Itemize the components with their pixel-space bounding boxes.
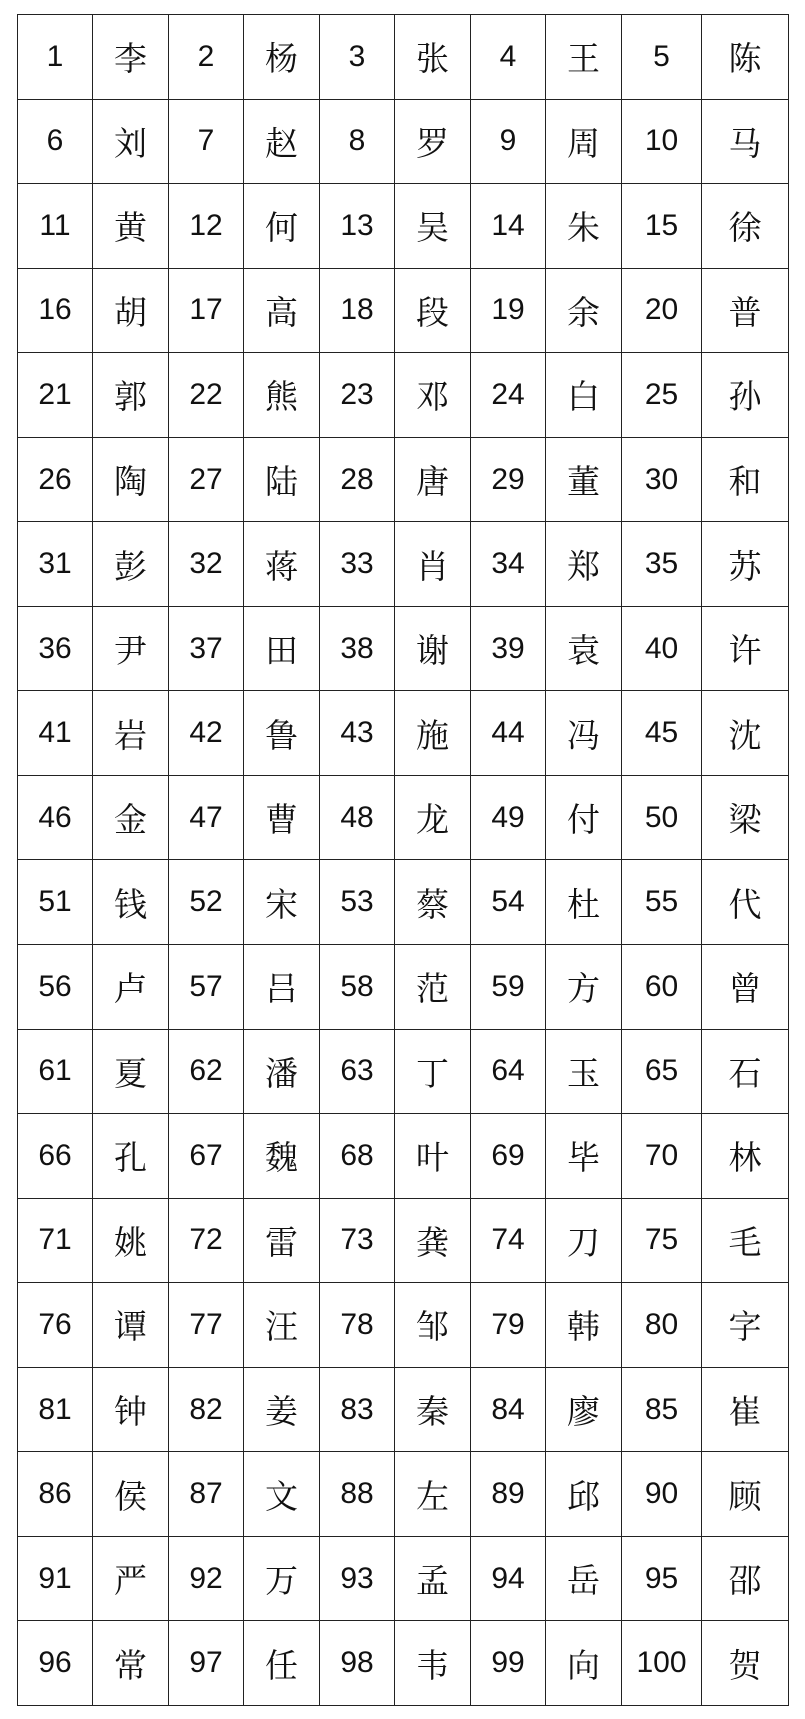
surname-cell: 韩 <box>546 1283 622 1368</box>
rank-number-cell: 97 <box>169 1621 244 1706</box>
surname-cell: 玉 <box>546 1029 622 1114</box>
rank-number-cell: 72 <box>169 1198 244 1283</box>
surname-cell: 常 <box>93 1621 169 1706</box>
rank-number-cell: 5 <box>622 15 702 100</box>
rank-number-cell: 37 <box>169 606 244 691</box>
surname-cell: 邱 <box>546 1452 622 1537</box>
rank-number-cell: 92 <box>169 1536 244 1621</box>
table-row <box>18 1621 789 1706</box>
rank-number-cell: 78 <box>320 1283 395 1368</box>
rank-number-cell: 51 <box>18 860 93 945</box>
rank-number-cell: 48 <box>320 775 395 860</box>
rank-number-cell: 29 <box>471 437 546 522</box>
surname-cell: 尹 <box>93 606 169 691</box>
surname-cell: 田 <box>244 606 320 691</box>
surname-cell: 龚 <box>395 1198 471 1283</box>
rank-number-cell: 40 <box>622 606 702 691</box>
surname-cell: 魏 <box>244 1114 320 1199</box>
surname-cell: 刀 <box>546 1198 622 1283</box>
table-row <box>18 691 789 776</box>
surname-cell: 冯 <box>546 691 622 776</box>
rank-number-cell: 99 <box>471 1621 546 1706</box>
surname-cell: 万 <box>244 1536 320 1621</box>
surname-cell: 余 <box>546 268 622 353</box>
surname-cell: 马 <box>702 99 789 184</box>
surname-cell: 曾 <box>702 945 789 1030</box>
rank-number-cell: 3 <box>320 15 395 100</box>
surname-cell: 钱 <box>93 860 169 945</box>
surname-cell: 吕 <box>244 945 320 1030</box>
rank-number-cell: 62 <box>169 1029 244 1114</box>
rank-number-cell: 63 <box>320 1029 395 1114</box>
surname-cell: 廖 <box>546 1367 622 1452</box>
surname-cell: 孔 <box>93 1114 169 1199</box>
table-row <box>18 1452 789 1537</box>
surname-cell: 范 <box>395 945 471 1030</box>
rank-number-cell: 98 <box>320 1621 395 1706</box>
surname-cell: 邹 <box>395 1283 471 1368</box>
rank-number-cell: 25 <box>622 353 702 438</box>
surname-ranking-sheet <box>17 14 788 1706</box>
rank-number-cell: 39 <box>471 606 546 691</box>
table-row <box>18 945 789 1030</box>
table-row <box>18 15 789 100</box>
table-row <box>18 606 789 691</box>
surname-cell: 郑 <box>546 522 622 607</box>
rank-number-cell: 1 <box>18 15 93 100</box>
rank-number-cell: 45 <box>622 691 702 776</box>
surname-cell: 段 <box>395 268 471 353</box>
surname-cell: 杨 <box>244 15 320 100</box>
surname-cell: 方 <box>546 945 622 1030</box>
surname-cell: 雷 <box>244 1198 320 1283</box>
surname-cell: 谢 <box>395 606 471 691</box>
rank-number-cell: 30 <box>622 437 702 522</box>
table-body <box>18 15 789 1706</box>
rank-number-cell: 58 <box>320 945 395 1030</box>
surname-cell: 和 <box>702 437 789 522</box>
rank-number-cell: 42 <box>169 691 244 776</box>
table-row <box>18 99 789 184</box>
surname-cell: 赵 <box>244 99 320 184</box>
rank-number-cell: 41 <box>18 691 93 776</box>
surname-cell: 吴 <box>395 184 471 269</box>
rank-number-cell: 26 <box>18 437 93 522</box>
surname-cell: 周 <box>546 99 622 184</box>
rank-number-cell: 27 <box>169 437 244 522</box>
surname-cell: 岩 <box>93 691 169 776</box>
surname-cell: 任 <box>244 1621 320 1706</box>
rank-number-cell: 96 <box>18 1621 93 1706</box>
rank-number-cell: 60 <box>622 945 702 1030</box>
surname-cell: 彭 <box>93 522 169 607</box>
surname-cell: 毛 <box>702 1198 789 1283</box>
rank-number-cell: 81 <box>18 1367 93 1452</box>
rank-number-cell: 89 <box>471 1452 546 1537</box>
surname-cell: 邵 <box>702 1536 789 1621</box>
rank-number-cell: 69 <box>471 1114 546 1199</box>
rank-number-cell: 21 <box>18 353 93 438</box>
surname-cell: 唐 <box>395 437 471 522</box>
rank-number-cell: 43 <box>320 691 395 776</box>
surname-cell: 陆 <box>244 437 320 522</box>
rank-number-cell: 16 <box>18 268 93 353</box>
surname-cell: 张 <box>395 15 471 100</box>
rank-number-cell: 36 <box>18 606 93 691</box>
rank-number-cell: 94 <box>471 1536 546 1621</box>
surname-cell: 肖 <box>395 522 471 607</box>
rank-number-cell: 65 <box>622 1029 702 1114</box>
surname-cell: 陶 <box>93 437 169 522</box>
surname-cell: 岳 <box>546 1536 622 1621</box>
rank-number-cell: 44 <box>471 691 546 776</box>
table-row <box>18 353 789 438</box>
rank-number-cell: 93 <box>320 1536 395 1621</box>
table-row <box>18 860 789 945</box>
rank-number-cell: 57 <box>169 945 244 1030</box>
surname-cell: 左 <box>395 1452 471 1537</box>
rank-number-cell: 85 <box>622 1367 702 1452</box>
table-row <box>18 522 789 607</box>
rank-number-cell: 77 <box>169 1283 244 1368</box>
rank-number-cell: 80 <box>622 1283 702 1368</box>
rank-number-cell: 86 <box>18 1452 93 1537</box>
table-row <box>18 268 789 353</box>
surname-cell: 沈 <box>702 691 789 776</box>
surname-cell: 施 <box>395 691 471 776</box>
rank-number-cell: 28 <box>320 437 395 522</box>
surname-cell: 丁 <box>395 1029 471 1114</box>
table-row <box>18 1536 789 1621</box>
surname-cell: 严 <box>93 1536 169 1621</box>
rank-number-cell: 87 <box>169 1452 244 1537</box>
surname-cell: 韦 <box>395 1621 471 1706</box>
surname-cell: 曹 <box>244 775 320 860</box>
surname-cell: 许 <box>702 606 789 691</box>
surname-cell: 石 <box>702 1029 789 1114</box>
surname-cell: 苏 <box>702 522 789 607</box>
rank-number-cell: 33 <box>320 522 395 607</box>
surname-cell: 侯 <box>93 1452 169 1537</box>
surname-cell: 毕 <box>546 1114 622 1199</box>
surname-cell: 贺 <box>702 1621 789 1706</box>
rank-number-cell: 64 <box>471 1029 546 1114</box>
surname-cell: 蒋 <box>244 522 320 607</box>
surname-cell: 何 <box>244 184 320 269</box>
rank-number-cell: 22 <box>169 353 244 438</box>
rank-number-cell: 83 <box>320 1367 395 1452</box>
rank-number-cell: 15 <box>622 184 702 269</box>
rank-number-cell: 31 <box>18 522 93 607</box>
rank-number-cell: 8 <box>320 99 395 184</box>
rank-number-cell: 74 <box>471 1198 546 1283</box>
rank-number-cell: 53 <box>320 860 395 945</box>
table-row <box>18 1029 789 1114</box>
rank-number-cell: 24 <box>471 353 546 438</box>
rank-number-cell: 35 <box>622 522 702 607</box>
surname-cell: 林 <box>702 1114 789 1199</box>
rank-number-cell: 23 <box>320 353 395 438</box>
surname-cell: 王 <box>546 15 622 100</box>
rank-number-cell: 4 <box>471 15 546 100</box>
surname-cell: 杜 <box>546 860 622 945</box>
surname-cell: 顾 <box>702 1452 789 1537</box>
surname-cell: 宋 <box>244 860 320 945</box>
surname-cell: 代 <box>702 860 789 945</box>
rank-number-cell: 73 <box>320 1198 395 1283</box>
rank-number-cell: 71 <box>18 1198 93 1283</box>
surname-cell: 熊 <box>244 353 320 438</box>
rank-number-cell: 91 <box>18 1536 93 1621</box>
surname-cell: 孙 <box>702 353 789 438</box>
surname-cell: 金 <box>93 775 169 860</box>
rank-number-cell: 50 <box>622 775 702 860</box>
surname-cell: 付 <box>546 775 622 860</box>
rank-number-cell: 12 <box>169 184 244 269</box>
surname-ranking-table <box>17 14 789 1706</box>
rank-number-cell: 14 <box>471 184 546 269</box>
rank-number-cell: 17 <box>169 268 244 353</box>
surname-cell: 夏 <box>93 1029 169 1114</box>
surname-cell: 孟 <box>395 1536 471 1621</box>
rank-number-cell: 47 <box>169 775 244 860</box>
rank-number-cell: 18 <box>320 268 395 353</box>
rank-number-cell: 20 <box>622 268 702 353</box>
rank-number-cell: 66 <box>18 1114 93 1199</box>
surname-cell: 袁 <box>546 606 622 691</box>
surname-cell: 邓 <box>395 353 471 438</box>
surname-cell: 谭 <box>93 1283 169 1368</box>
surname-cell: 郭 <box>93 353 169 438</box>
surname-cell: 姜 <box>244 1367 320 1452</box>
rank-number-cell: 61 <box>18 1029 93 1114</box>
surname-cell: 黄 <box>93 184 169 269</box>
surname-cell: 文 <box>244 1452 320 1537</box>
surname-cell: 钟 <box>93 1367 169 1452</box>
surname-cell: 梁 <box>702 775 789 860</box>
rank-number-cell: 9 <box>471 99 546 184</box>
rank-number-cell: 55 <box>622 860 702 945</box>
surname-cell: 崔 <box>702 1367 789 1452</box>
surname-cell: 蔡 <box>395 860 471 945</box>
surname-cell: 朱 <box>546 184 622 269</box>
surname-cell: 高 <box>244 268 320 353</box>
rank-number-cell: 100 <box>622 1621 702 1706</box>
surname-cell: 刘 <box>93 99 169 184</box>
rank-number-cell: 67 <box>169 1114 244 1199</box>
table-row <box>18 1198 789 1283</box>
table-row <box>18 437 789 522</box>
surname-cell: 普 <box>702 268 789 353</box>
rank-number-cell: 32 <box>169 522 244 607</box>
rank-number-cell: 38 <box>320 606 395 691</box>
surname-cell: 潘 <box>244 1029 320 1114</box>
surname-cell: 龙 <box>395 775 471 860</box>
rank-number-cell: 75 <box>622 1198 702 1283</box>
rank-number-cell: 56 <box>18 945 93 1030</box>
surname-cell: 卢 <box>93 945 169 1030</box>
surname-cell: 徐 <box>702 184 789 269</box>
rank-number-cell: 34 <box>471 522 546 607</box>
surname-cell: 字 <box>702 1283 789 1368</box>
surname-cell: 陈 <box>702 15 789 100</box>
surname-cell: 秦 <box>395 1367 471 1452</box>
surname-cell: 胡 <box>93 268 169 353</box>
rank-number-cell: 52 <box>169 860 244 945</box>
rank-number-cell: 19 <box>471 268 546 353</box>
rank-number-cell: 59 <box>471 945 546 1030</box>
rank-number-cell: 49 <box>471 775 546 860</box>
rank-number-cell: 11 <box>18 184 93 269</box>
table-row <box>18 775 789 860</box>
surname-cell: 董 <box>546 437 622 522</box>
rank-number-cell: 54 <box>471 860 546 945</box>
rank-number-cell: 84 <box>471 1367 546 1452</box>
surname-cell: 罗 <box>395 99 471 184</box>
surname-cell: 李 <box>93 15 169 100</box>
surname-cell: 汪 <box>244 1283 320 1368</box>
rank-number-cell: 88 <box>320 1452 395 1537</box>
rank-number-cell: 76 <box>18 1283 93 1368</box>
rank-number-cell: 6 <box>18 99 93 184</box>
rank-number-cell: 82 <box>169 1367 244 1452</box>
table-row <box>18 184 789 269</box>
rank-number-cell: 10 <box>622 99 702 184</box>
rank-number-cell: 90 <box>622 1452 702 1537</box>
surname-cell: 姚 <box>93 1198 169 1283</box>
rank-number-cell: 95 <box>622 1536 702 1621</box>
rank-number-cell: 70 <box>622 1114 702 1199</box>
surname-cell: 白 <box>546 353 622 438</box>
rank-number-cell: 7 <box>169 99 244 184</box>
table-row <box>18 1367 789 1452</box>
surname-cell: 向 <box>546 1621 622 1706</box>
surname-cell: 鲁 <box>244 691 320 776</box>
table-row <box>18 1283 789 1368</box>
rank-number-cell: 68 <box>320 1114 395 1199</box>
table-row <box>18 1114 789 1199</box>
rank-number-cell: 2 <box>169 15 244 100</box>
rank-number-cell: 46 <box>18 775 93 860</box>
surname-cell: 叶 <box>395 1114 471 1199</box>
rank-number-cell: 13 <box>320 184 395 269</box>
rank-number-cell: 79 <box>471 1283 546 1368</box>
